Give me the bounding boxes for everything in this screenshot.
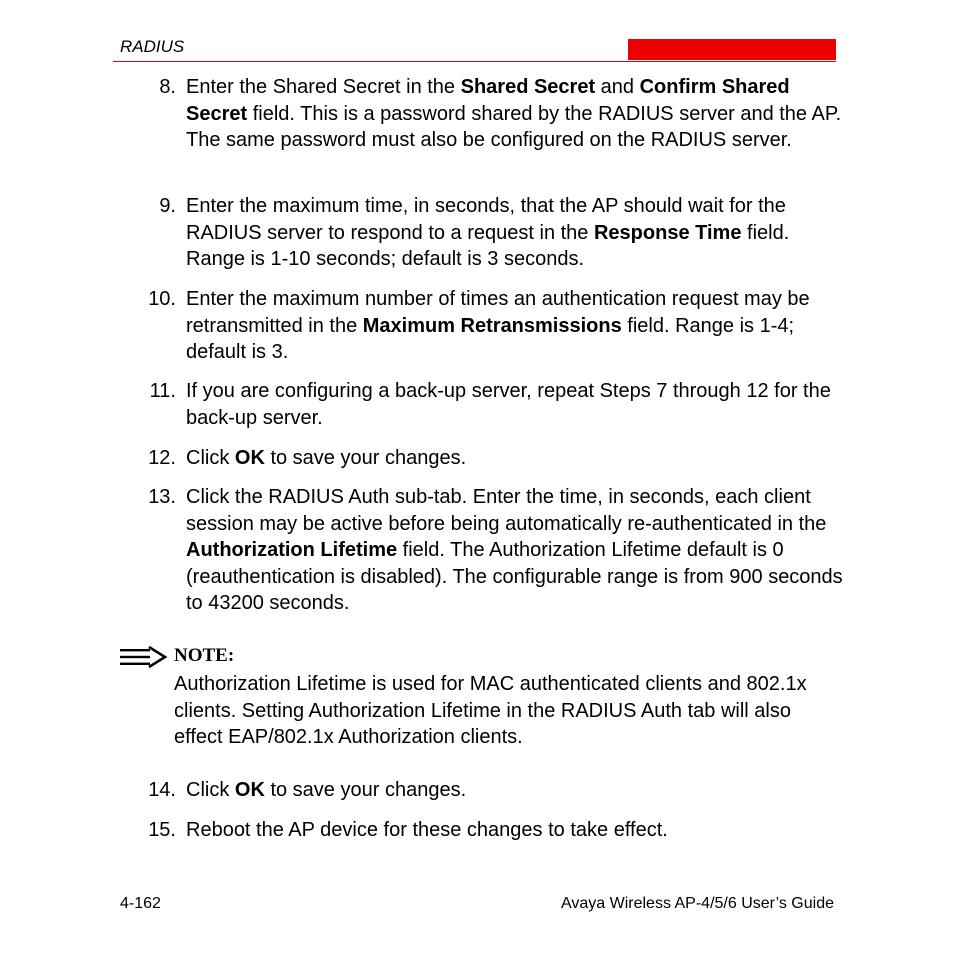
step-number: 9. (159, 195, 176, 217)
note-body: Authorization Lifetime is used for MAC authenticated clients and 802.1x clients. Setting Authorization Lifetime in the RADIUS Auth tab will also effect EAP/802.1x Authorization clients. (174, 673, 807, 748)
step-text (186, 817, 846, 844)
step-text-run: to save your changes. (264, 779, 467, 801)
step-text (186, 484, 846, 617)
step-text-run: field. Range is 1-4; default is 3. (186, 314, 795, 363)
step-number: 14. (148, 779, 176, 801)
note-arrow-icon (118, 645, 168, 669)
step-text-run: Click (186, 779, 235, 801)
running-header-title: RADIUS (120, 37, 185, 56)
step-text-run: Click (186, 447, 235, 469)
ui-field-name: OK (234, 447, 265, 469)
step-text (186, 286, 846, 366)
step-number: 15. (148, 819, 176, 841)
step-text-run: field. The Authorization Lifetime default is 0 (reauthentication is disabled). The configurable range is from 900 seconds to 43200 seconds. (186, 539, 843, 614)
step-number: 11. (149, 380, 176, 402)
step-text (186, 74, 846, 154)
ui-field-name: Shared Secret (460, 76, 596, 98)
ui-field-name: Response Time (593, 221, 742, 244)
page-number: 4-162 (120, 895, 161, 912)
step-text-run: field. This is a password shared by the RADIUS server and the AP. The same password must also be configured on the RADIUS server. (186, 102, 842, 151)
step-text-run: to save your changes. (264, 447, 467, 469)
step-text (186, 193, 846, 273)
step-number: 10. (148, 288, 176, 310)
step-text-run: Enter the maximum number of times an authentication request may be retransmitted in the (186, 288, 810, 337)
step-text-run: Click the RADIUS Auth sub-tab. Enter the time, in seconds, each client session may be active before being automatically re-authenticated in the (186, 486, 827, 535)
step-number: 13. (148, 486, 176, 508)
step-text-run: field. Range is 1-10 seconds; default is 3 seconds. (186, 221, 790, 270)
step-text-run: If you are configuring a back-up server, repeat Steps 7 through 12 for the back-up server. (186, 380, 831, 429)
step-number: 12. (148, 447, 176, 469)
book-title: Avaya Wireless AP-4/5/6 User’s Guide (560, 895, 834, 912)
ui-field-name: Maximum Retransmissions (362, 314, 622, 337)
ui-field-name: OK (234, 779, 265, 801)
step-text-run: Reboot the AP device for these changes to take effect. (186, 819, 668, 841)
step-text (186, 378, 846, 431)
step-text (186, 777, 846, 804)
step-number: 8. (159, 76, 176, 98)
ui-field-name: Confirm Shared Secret (186, 76, 790, 125)
step-text (186, 445, 846, 472)
ui-field-name: Authorization Lifetime (186, 539, 398, 561)
note-title: NOTE: (174, 645, 235, 666)
header-rule (113, 61, 836, 62)
step-text-run: and (595, 76, 640, 98)
step-text-run: Enter the Shared Secret in the (186, 76, 461, 98)
header-accent-bar (628, 39, 836, 60)
step-text-run: Enter the maximum time, in seconds, that the AP should wait for the RADIUS server to respond to a request in the (186, 195, 786, 244)
